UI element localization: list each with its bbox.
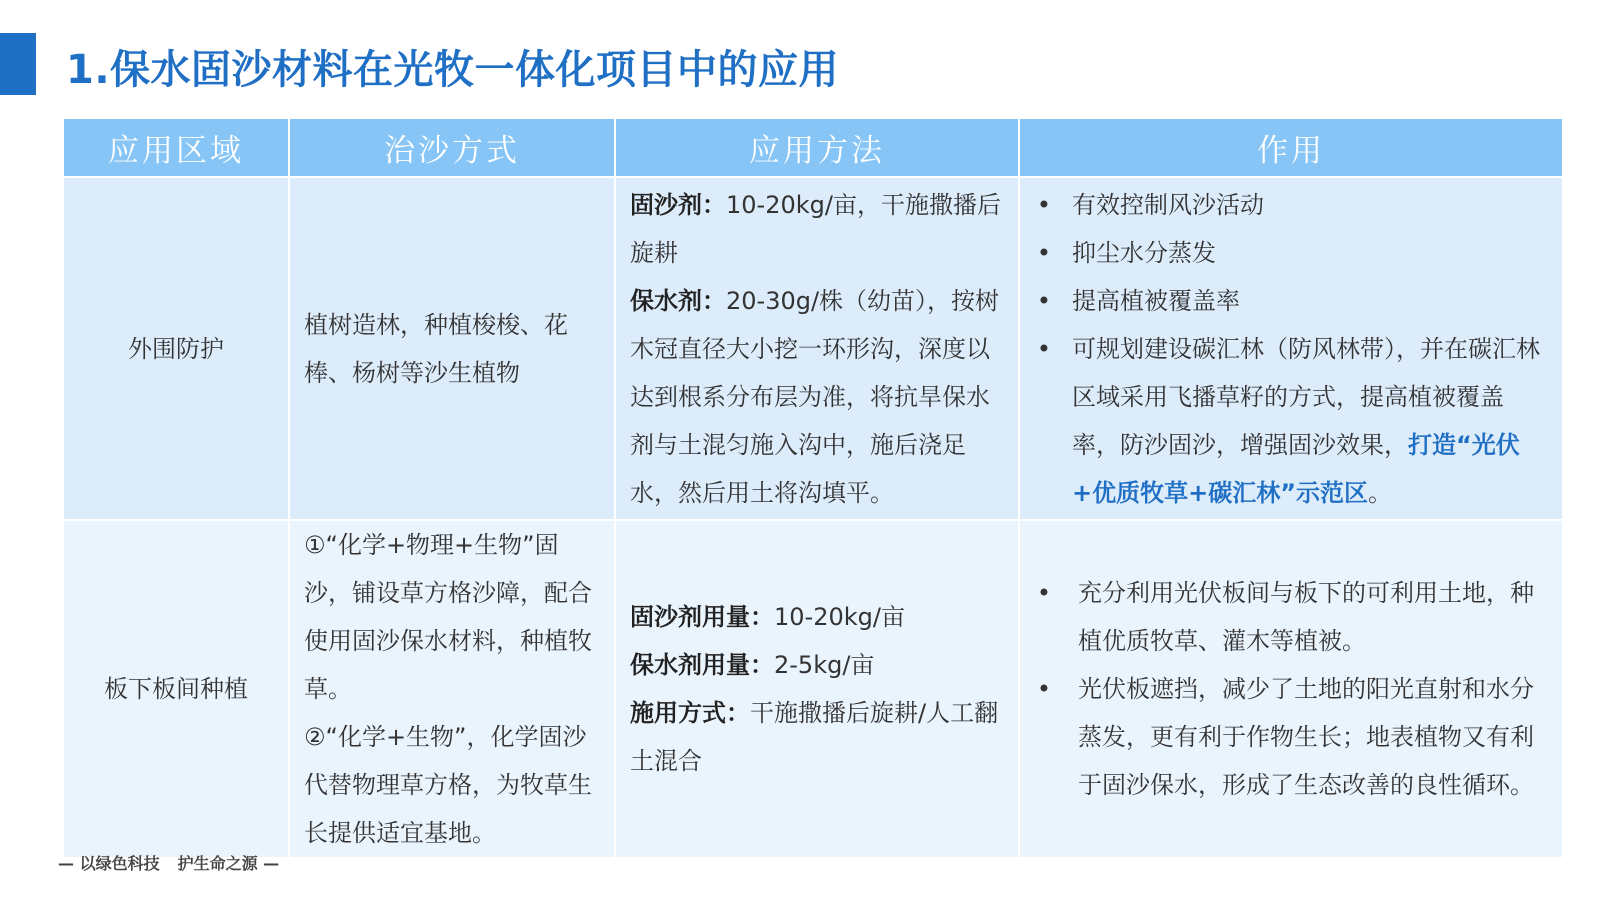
effect-cell [1019,520,1562,857]
effect-item [1034,277,1548,325]
application-label: 保水剂用量： [630,651,774,679]
effect-text: 充分利用光伏板间与板下的可利用土地，种植优质牧草、灌木等植被。 [1078,579,1534,655]
footer-right: 护生命之源 — [177,854,280,873]
effect-tail: 。 [1368,478,1392,507]
application-table [64,119,1562,857]
application-text: 10-20kg/亩 [774,603,905,631]
bullet: • [1036,286,1052,315]
effect-item [1034,229,1548,277]
application-text: 干施撒播后旋耕/人工翻土混合 [630,699,999,775]
application-label: 固沙剂： [630,190,726,219]
application-item [630,277,1004,517]
effect-item [1034,665,1548,809]
application-label: 保水剂： [630,286,726,315]
application-item [630,641,1004,689]
effect-text: 有效控制风沙活动 [1072,190,1264,219]
application-item [630,689,1004,785]
bullet: • [1036,238,1052,267]
region-cell: 外围防护 [64,177,289,520]
table-row [64,177,1562,520]
header-region: 应用区域 [64,119,289,177]
effect-text: 提高植被覆盖率 [1072,286,1240,315]
bullet: • [1036,334,1052,363]
effect-highlight: 打造“光伏+优质牧草+碳汇林”示范区 [1072,430,1520,507]
effect-item [1034,325,1548,517]
bullet: • [1036,579,1052,607]
effect-cell [1019,177,1562,520]
effect-item [1034,569,1548,665]
effect-text: 抑尘水分蒸发 [1072,238,1216,267]
bullet: • [1036,190,1052,219]
method-item: ②“化学+生物”，化学固沙代替物理草方格，为牧草生长提供适宜基地。 [304,723,592,847]
header-effect: 作用 [1019,119,1562,177]
application-text: 10-20kg/亩，干施撒播后旋耕 [630,190,1001,267]
application-item [630,181,1004,277]
method-cell: 植树造林，种植梭梭、花棒、杨树等沙生植物 [289,177,615,520]
table-header-row [64,119,1562,177]
table-row [64,520,1562,857]
bullet: • [1036,675,1052,703]
effect-text: 可规划建设碳汇林（防风林带），并在碳汇林区域采用飞播草籽的方式，提高植被覆盖率，防沙固沙，增强固沙效果， [1072,334,1540,459]
effect-item [1034,181,1548,229]
footer-left: — 以绿色科技 [58,854,160,873]
header-method: 治沙方式 [289,119,615,177]
method-item: ①“化学+物理+生物”固沙，铺设草方格沙障，配合使用固沙保水材料，种植牧草。 [304,531,592,703]
application-item [630,593,1004,641]
application-label: 施用方式： [630,699,750,727]
region-cell: 板下板间种植 [64,520,289,857]
application-cell [615,177,1019,520]
application-label: 固沙剂用量： [630,603,774,631]
application-cell [615,520,1019,857]
method-cell [289,520,615,857]
header-application: 应用方法 [615,119,1019,177]
title-accent-bar [0,33,36,95]
page-title: 1.保水固沙材料在光牧一体化项目中的应用 [66,47,840,93]
effect-text: 光伏板遮挡，减少了土地的阳光直射和水分蒸发，更有利于作物生长；地表植物又有利于固沙保水，形成了生态改善的良性循环。 [1078,675,1534,799]
application-text: 20-30g/株（幼苗），按树木冠直径大小挖一环形沟，深度以达到根系分布层为准，将抗旱保水剂与土混匀施入沟中，施后浇足水，然后用土将沟填平。 [630,286,1000,507]
footer-slogan [58,851,279,874]
application-text: 2-5kg/亩 [774,651,875,679]
